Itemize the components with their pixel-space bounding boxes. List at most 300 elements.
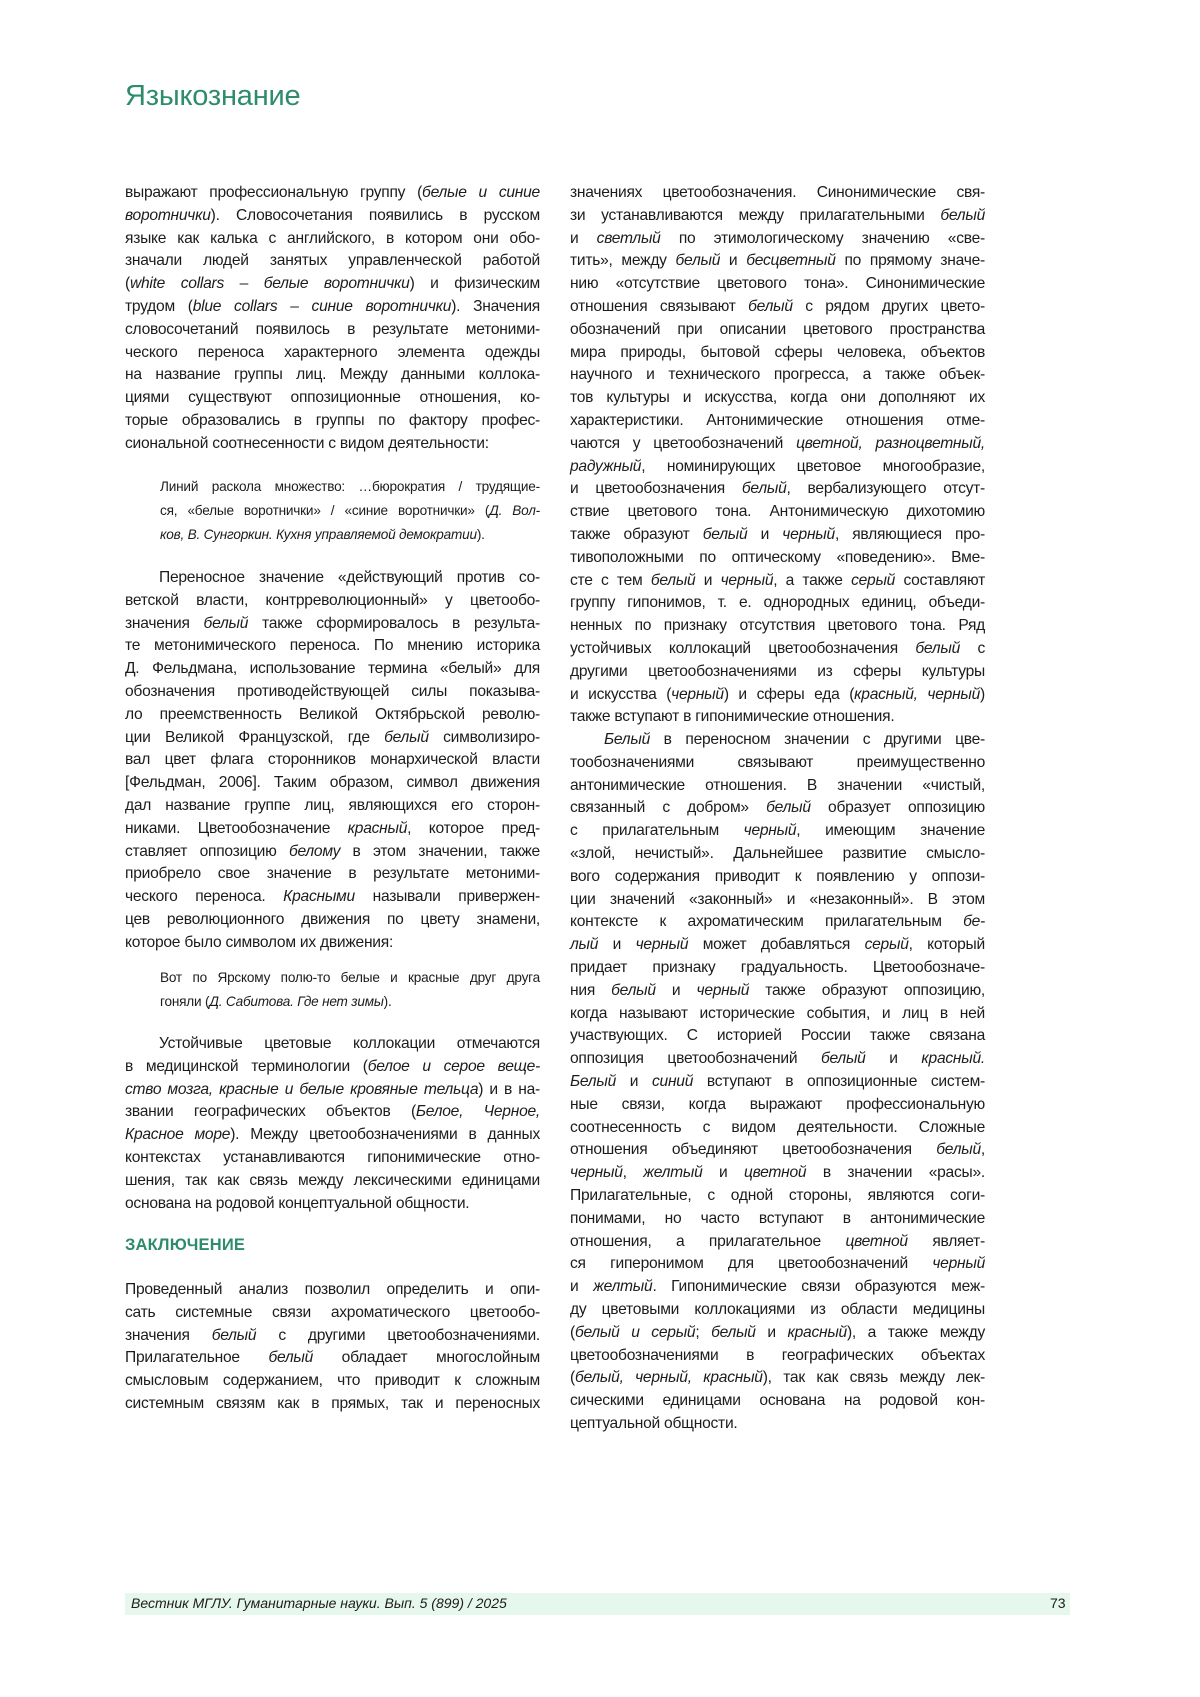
text-run: языке как калька с английского, в котором они обо- <box>125 230 540 247</box>
text-run: чаются у цветообозначений <box>570 435 796 452</box>
text-run: антонимические отношения. В значении «чистый, <box>570 777 985 794</box>
italic-term: белый <box>711 1324 756 1341</box>
text-run: и <box>866 1050 922 1067</box>
text-run: ). <box>477 527 485 542</box>
text-line <box>570 775 985 798</box>
text-run: с другими цветообозначениями. <box>256 1327 540 1344</box>
italic-term: белый <box>766 799 811 816</box>
text-line <box>125 1101 540 1124</box>
text-run: ), а также между <box>847 1324 985 1341</box>
italic-term: радужный <box>570 458 641 475</box>
text-line <box>570 1003 985 1026</box>
text-run: которое было символом их движения: <box>125 934 393 951</box>
text-run: , а также <box>773 572 851 589</box>
text-run: также вступают в гипонимические отношения. <box>570 708 894 725</box>
text-line <box>125 681 540 704</box>
text-line <box>570 456 985 479</box>
text-run: приобрело свое значение в результате метоними- <box>125 865 540 882</box>
text-run: придает признаку градуальность. Цветообозначе- <box>570 959 985 976</box>
text-run: ( <box>125 275 130 292</box>
text-run: может добавляться <box>688 936 864 953</box>
text-run: ненных по признаку отсутствия цветового тона. Ряд <box>570 617 985 634</box>
text-run: вого содержания приводит к появлению у оппози- <box>570 868 985 885</box>
text-line <box>125 704 540 727</box>
text-line <box>570 1367 985 1390</box>
text-run: другими цветообозначениями из сферы культуры <box>570 663 985 680</box>
text-run: , номинирующих цветовое многообразие, <box>641 458 985 475</box>
text-line <box>570 1071 985 1094</box>
text-run: и цветообозначения <box>570 480 742 497</box>
text-run: образует оппозицию <box>811 799 985 816</box>
text-line <box>125 727 540 750</box>
italic-term: черный <box>744 822 797 839</box>
text-line <box>125 795 540 818</box>
italic-term: черный <box>570 1164 623 1181</box>
italic-term: Красными <box>283 888 355 905</box>
italic-term: белый <box>940 207 985 224</box>
text-run: значения <box>125 615 204 632</box>
text-line <box>125 182 540 205</box>
text-run: Прилагательное <box>125 1349 268 1366</box>
text-line <box>125 749 540 772</box>
text-line <box>125 1193 540 1216</box>
text-run: и <box>747 526 782 543</box>
text-line <box>570 1390 985 1413</box>
text-run: системным связям как в прямых, так и переносных <box>125 1395 540 1412</box>
text-run: Д. Фельдмана, использование термина «белый» для <box>125 660 540 677</box>
text-run: дал название группе лиц, являющихся его сторон- <box>125 797 540 814</box>
text-run: также образуют оппозицию, <box>749 982 985 999</box>
text-run: также сформировалось в результа- <box>248 615 540 632</box>
text-run: сте с тем <box>570 572 651 589</box>
text-run: основана на родовой концептуальной общности. <box>125 1195 469 1212</box>
text-line <box>125 1393 540 1416</box>
text-run: в переносном значении с другими цве- <box>650 731 985 748</box>
text-run: цветообозначениями в географических объектах <box>570 1347 985 1364</box>
text-line <box>570 911 985 934</box>
italic-term: Белый <box>604 731 650 748</box>
italic-term: Д. Вол- <box>489 503 540 518</box>
text-line <box>125 1279 540 1302</box>
italic-term: белый <box>212 1327 257 1344</box>
text-line <box>570 752 985 775</box>
text-run: тов культуры и искусства, когда они дополняют их <box>570 389 985 406</box>
text-line <box>125 433 540 456</box>
section-title: Языкознание <box>125 80 300 113</box>
text-run: тивоположными по оптическому «поведению». Вме- <box>570 549 985 566</box>
text-line <box>160 475 540 499</box>
text-run: ) и в на- <box>478 1081 540 1098</box>
text-line <box>570 1231 985 1254</box>
italic-term: белый <box>936 1141 981 1158</box>
text-line <box>125 841 540 864</box>
text-line <box>570 387 985 410</box>
text-run: понимами, но часто вступают в антонимические <box>570 1210 985 1227</box>
italic-term: черный <box>932 1255 985 1272</box>
left-paragraph-3 <box>125 1033 540 1215</box>
text-line <box>570 661 985 684</box>
italic-term: красный <box>348 820 407 837</box>
text-line <box>570 228 985 251</box>
text-run: и <box>695 572 720 589</box>
text-run: и <box>656 982 697 999</box>
text-run: обозначения противодействующей силы показыва- <box>125 683 540 700</box>
text-run: ся гиперонимом для цветообозначений <box>570 1255 932 1272</box>
text-line <box>570 1025 985 1048</box>
text-run: с рядом других цвето- <box>793 298 985 315</box>
text-line <box>125 1079 540 1102</box>
text-line <box>570 1162 985 1185</box>
text-run: ) и сферы еда ( <box>724 686 854 703</box>
text-line <box>570 1048 985 1071</box>
footer-journal-title: Вестник МГЛУ. Гуманитарные науки. Вып. 5 (899) / 2025 <box>131 1595 507 1611</box>
italic-term: бесцветный <box>746 252 836 269</box>
text-run: звании географических объектов ( <box>125 1103 416 1120</box>
text-run: ; <box>695 1324 711 1341</box>
text-line <box>125 932 540 955</box>
text-run: сиональной соотнесенности с видом деятельности: <box>125 435 489 452</box>
text-run: гоняли ( <box>160 994 209 1009</box>
text-line <box>125 818 540 841</box>
text-line <box>570 570 985 593</box>
italic-term: светлый <box>597 230 661 247</box>
italic-term: цветной <box>744 1164 806 1181</box>
text-run: когда называют исторические события, и лиц в ней <box>570 1005 985 1022</box>
text-line <box>570 1276 985 1299</box>
text-run: ). Словосочетания появились в русском <box>211 207 540 224</box>
text-line <box>570 478 985 501</box>
text-run: контекстах устанавливаются гипонимические отно- <box>125 1149 540 1166</box>
text-run: с <box>960 640 985 657</box>
text-run: на название группы лиц. Между данными коллока- <box>125 366 540 383</box>
text-line <box>125 1370 540 1393</box>
text-run: , <box>623 1164 644 1181</box>
italic-term: белый <box>611 982 656 999</box>
italic-term: Красное море <box>125 1126 230 1143</box>
italic-term: белый <box>268 1349 313 1366</box>
text-run: контексте к ахроматическим прилагательным <box>570 913 963 930</box>
text-line <box>125 250 540 273</box>
italic-term: белый <box>915 640 960 657</box>
italic-term: красный. <box>921 1050 985 1067</box>
text-run: торые образовались в группы по фактору профес- <box>125 412 540 429</box>
text-run: связанный с добром» <box>570 799 766 816</box>
italic-term: белое и серое веще- <box>368 1058 540 1075</box>
text-run: ся, «белые воротнички» / «синие воротнички» ( <box>160 503 489 518</box>
text-line <box>570 1322 985 1345</box>
text-line <box>570 1208 985 1231</box>
text-run: по прямому значе- <box>836 252 985 269</box>
text-line <box>570 364 985 387</box>
italic-term: бе- <box>963 913 985 930</box>
text-run: , который <box>909 936 985 953</box>
text-line <box>570 410 985 433</box>
italic-term: Белый <box>570 1073 616 1090</box>
text-run: Линий раскола множество: …бюрократия / трудящие- <box>160 479 540 494</box>
text-run: выражают профессиональную группу ( <box>125 184 422 201</box>
text-run: и искусства ( <box>570 686 671 703</box>
italic-term: blue collars – синие воротнички <box>193 298 451 315</box>
text-line <box>125 1302 540 1325</box>
text-line <box>125 1170 540 1193</box>
text-run: ( <box>570 1324 575 1341</box>
text-run: словосочетаний появилось в результате метоними- <box>125 321 540 338</box>
right-paragraph-2 <box>570 729 985 1436</box>
text-line <box>125 886 540 909</box>
text-line <box>570 547 985 570</box>
text-run: соотнесенность с видом деятельности. Сложные <box>570 1119 985 1136</box>
text-run: и <box>598 936 635 953</box>
text-line <box>570 1345 985 1368</box>
text-run: оппозиция цветообозначений <box>570 1050 821 1067</box>
italic-term: черный <box>671 686 724 703</box>
text-line <box>125 364 540 387</box>
text-run: тить», между <box>570 252 676 269</box>
text-run: ные связи, когда выражают профессиональную <box>570 1096 985 1113</box>
text-run: в медицинской терминологии ( <box>125 1058 368 1075</box>
italic-term: ство мозга, красные и белые кровяные тельца <box>125 1081 478 1098</box>
text-run: , являющиеся про- <box>835 526 985 543</box>
text-line <box>125 387 540 410</box>
text-run: сическими единицами основана на родовой кон- <box>570 1392 985 1409</box>
text-line <box>570 182 985 205</box>
italic-term: синий <box>652 1073 693 1090</box>
text-run: ветской власти, контрреволюционный» у цветообо- <box>125 592 540 609</box>
text-run: ( <box>570 1369 575 1386</box>
text-line <box>570 980 985 1003</box>
text-line <box>160 499 540 523</box>
text-line <box>570 524 985 547</box>
text-run: обладает многослойным <box>313 1349 540 1366</box>
text-line <box>125 772 540 795</box>
text-run: ) <box>980 686 985 703</box>
text-run: ), так как связь между лек- <box>763 1369 985 1386</box>
italic-term: белый, черный, красный <box>575 1369 763 1386</box>
text-run: Вот по Ярскому полю-то белые и красные друг друга <box>160 970 540 985</box>
text-line <box>125 567 540 590</box>
text-run: Проведенный анализ позволил определить и опи- <box>125 1281 540 1298</box>
text-run: ции значений «законный» и «незаконный». В этом <box>570 891 985 908</box>
italic-term: белый <box>384 729 429 746</box>
text-line <box>125 410 540 433</box>
text-line <box>570 273 985 296</box>
text-line <box>125 296 540 319</box>
text-run: и <box>616 1073 652 1090</box>
text-line <box>570 615 985 638</box>
text-line <box>570 843 985 866</box>
text-line <box>125 1347 540 1370</box>
italic-term: красный <box>788 1324 847 1341</box>
quote-1 <box>160 475 540 547</box>
text-run: никами. Цветообозначение <box>125 820 348 837</box>
text-run: отношения объединяют цветообозначения <box>570 1141 936 1158</box>
text-line <box>125 658 540 681</box>
text-run: в значении «расы». <box>806 1164 985 1181</box>
text-line <box>125 319 540 342</box>
text-run: ). Между цветообозначениями в данных <box>230 1126 540 1143</box>
text-line <box>570 250 985 273</box>
italic-term: Д. Сабитова. Где нет зимы <box>209 994 383 1009</box>
text-run: значали людей занятых управленческой работой <box>125 252 540 269</box>
text-line <box>570 729 985 752</box>
text-run: ). Значения <box>451 298 540 315</box>
text-line <box>570 934 985 957</box>
text-line <box>570 1117 985 1140</box>
text-run: , имеющим значение <box>796 822 985 839</box>
left-paragraph-2 <box>125 567 540 955</box>
text-line <box>160 990 540 1014</box>
text-run: и <box>570 230 597 247</box>
left-paragraph-4 <box>125 1279 540 1416</box>
text-run: ду цветовыми коллокациями из области медицины <box>570 1301 985 1318</box>
text-line <box>570 296 985 319</box>
text-run: ). <box>384 994 392 1009</box>
text-line <box>125 1147 540 1170</box>
text-line <box>570 957 985 980</box>
text-run: Прилагательные, с одной стороны, являются соги- <box>570 1187 985 1204</box>
italic-term: белый <box>821 1050 866 1067</box>
text-run: ции Великой Французской, где <box>125 729 384 746</box>
text-run: те метонимического переноса. По мнению историка <box>125 637 540 654</box>
text-run: в этом значении, также <box>340 843 540 860</box>
text-line <box>125 1056 540 1079</box>
text-line <box>125 228 540 251</box>
text-run: значения <box>125 1327 212 1344</box>
text-line <box>125 635 540 658</box>
italic-term: красный, черный <box>854 686 980 703</box>
text-run: устойчивых коллокаций цветообозначения <box>570 640 915 657</box>
text-line <box>160 966 540 990</box>
text-run: ставляет оппозицию <box>125 843 289 860</box>
text-line <box>125 1325 540 1348</box>
italic-term: белый <box>676 252 721 269</box>
text-line <box>125 205 540 228</box>
text-line <box>570 1299 985 1322</box>
text-run: отношения связывают <box>570 298 748 315</box>
text-run: ния <box>570 982 611 999</box>
italic-term: белый <box>204 615 249 632</box>
text-run: ческого переноса характерного элемента одежды <box>125 344 540 361</box>
text-run: также образуют <box>570 526 703 543</box>
text-line <box>570 820 985 843</box>
text-line <box>160 523 540 547</box>
text-run: отношения, а прилагательное <box>570 1233 845 1250</box>
italic-term: белому <box>289 843 340 860</box>
text-line <box>570 433 985 456</box>
right-paragraph-1 <box>570 182 985 729</box>
text-line <box>570 638 985 661</box>
text-run: смысловым содержанием, что приводит к сложным <box>125 1372 540 1389</box>
text-run: ло преемственность Великой Октябрьской револю- <box>125 706 540 723</box>
italic-term: желтый <box>643 1164 702 1181</box>
text-run: ) и физическим <box>410 275 540 292</box>
text-run: и <box>703 1164 744 1181</box>
text-run: научного и технического прогресса, а также объек- <box>570 366 985 383</box>
text-run: и <box>720 252 746 269</box>
text-run: [Фельдман, 2006]. Таким образом, символ движения <box>125 774 540 791</box>
italic-term: серый <box>851 572 895 589</box>
text-line <box>570 706 985 729</box>
text-run: мира природы, бытовой сферы человека, объектов <box>570 344 985 361</box>
text-run: составляют <box>895 572 985 589</box>
text-run: значениях цветообозначения. Синонимические свя- <box>570 184 985 201</box>
italic-term: ков, В. Сунгоркин. Кухня управляемой демократии <box>160 527 477 542</box>
text-line <box>125 909 540 932</box>
text-run: являет- <box>908 1233 985 1250</box>
text-line <box>570 1253 985 1276</box>
text-line <box>570 684 985 707</box>
text-line <box>125 1033 540 1056</box>
text-run: , которое пред- <box>407 820 540 837</box>
italic-term: белый <box>651 572 696 589</box>
text-run: зи устанавливаются между прилагательными <box>570 207 940 224</box>
text-run: цев революционного движения по цвету знамени, <box>125 911 540 928</box>
quote-2 <box>160 966 540 1014</box>
italic-term: Белое, Черное, <box>416 1103 540 1120</box>
text-run: циями существуют оппозиционные отношения, ко- <box>125 389 540 406</box>
italic-term: черный <box>697 982 750 999</box>
text-line <box>125 613 540 636</box>
text-run: и <box>756 1324 788 1341</box>
text-line <box>570 1185 985 1208</box>
text-line <box>570 797 985 820</box>
italic-term: воротнички <box>125 207 211 224</box>
text-run: нию «отсутствие цветового тона». Синонимические <box>570 275 985 292</box>
italic-term: цветной, разноцветный, <box>796 435 985 452</box>
text-run: цептуальной общности. <box>570 1415 737 1432</box>
page-number: 73 <box>1050 1595 1066 1611</box>
text-line <box>570 592 985 615</box>
text-line <box>570 1139 985 1162</box>
text-run: трудом ( <box>125 298 193 315</box>
text-run: Переносное значение «действующий против со- <box>159 569 540 586</box>
text-run: с прилагательным <box>570 822 744 839</box>
text-line <box>125 273 540 296</box>
italic-term: белый <box>703 526 748 543</box>
text-run: , <box>981 1141 985 1158</box>
italic-term: черный <box>782 526 835 543</box>
text-run: , вербализующего отсут- <box>787 480 985 497</box>
italic-term: белый <box>748 298 793 315</box>
text-run: участвующих. С историей России также связана <box>570 1027 985 1044</box>
text-line <box>570 889 985 912</box>
text-line <box>570 319 985 342</box>
text-run: шения, так как связь между лексическими единицами <box>125 1172 540 1189</box>
italic-term: белые и синие <box>422 184 540 201</box>
italic-term: черный <box>636 936 689 953</box>
text-line <box>570 1413 985 1436</box>
text-run: характеристики. Антонимические отношения отме- <box>570 412 985 429</box>
text-line <box>570 501 985 524</box>
text-line <box>125 863 540 886</box>
text-line <box>125 590 540 613</box>
text-run: Устойчивые цветовые коллокации отмечаются <box>159 1035 540 1052</box>
text-run: ствие цветового тона. Антонимическую дихотомию <box>570 503 985 520</box>
text-run: группу гипонимов, т. е. однородных единиц, объеди- <box>570 594 985 611</box>
text-run: сать системные связи ахроматического цветообо- <box>125 1304 540 1321</box>
text-line <box>125 1124 540 1147</box>
italic-term: цветной <box>845 1233 907 1250</box>
text-line <box>570 205 985 228</box>
italic-term: лый <box>570 936 598 953</box>
text-run: вал цвет флага сторонников монархической власти <box>125 751 540 768</box>
text-run: обозначений при описании цветового пространства <box>570 321 985 338</box>
text-line <box>570 342 985 365</box>
text-run: «злой, нечистый». Дальнейшее развитие смысло- <box>570 845 985 862</box>
text-run: тообозначениями связывают преимущественно <box>570 754 985 771</box>
text-run: называли привержен- <box>355 888 540 905</box>
text-run: по этимологическому значению «све- <box>661 230 985 247</box>
